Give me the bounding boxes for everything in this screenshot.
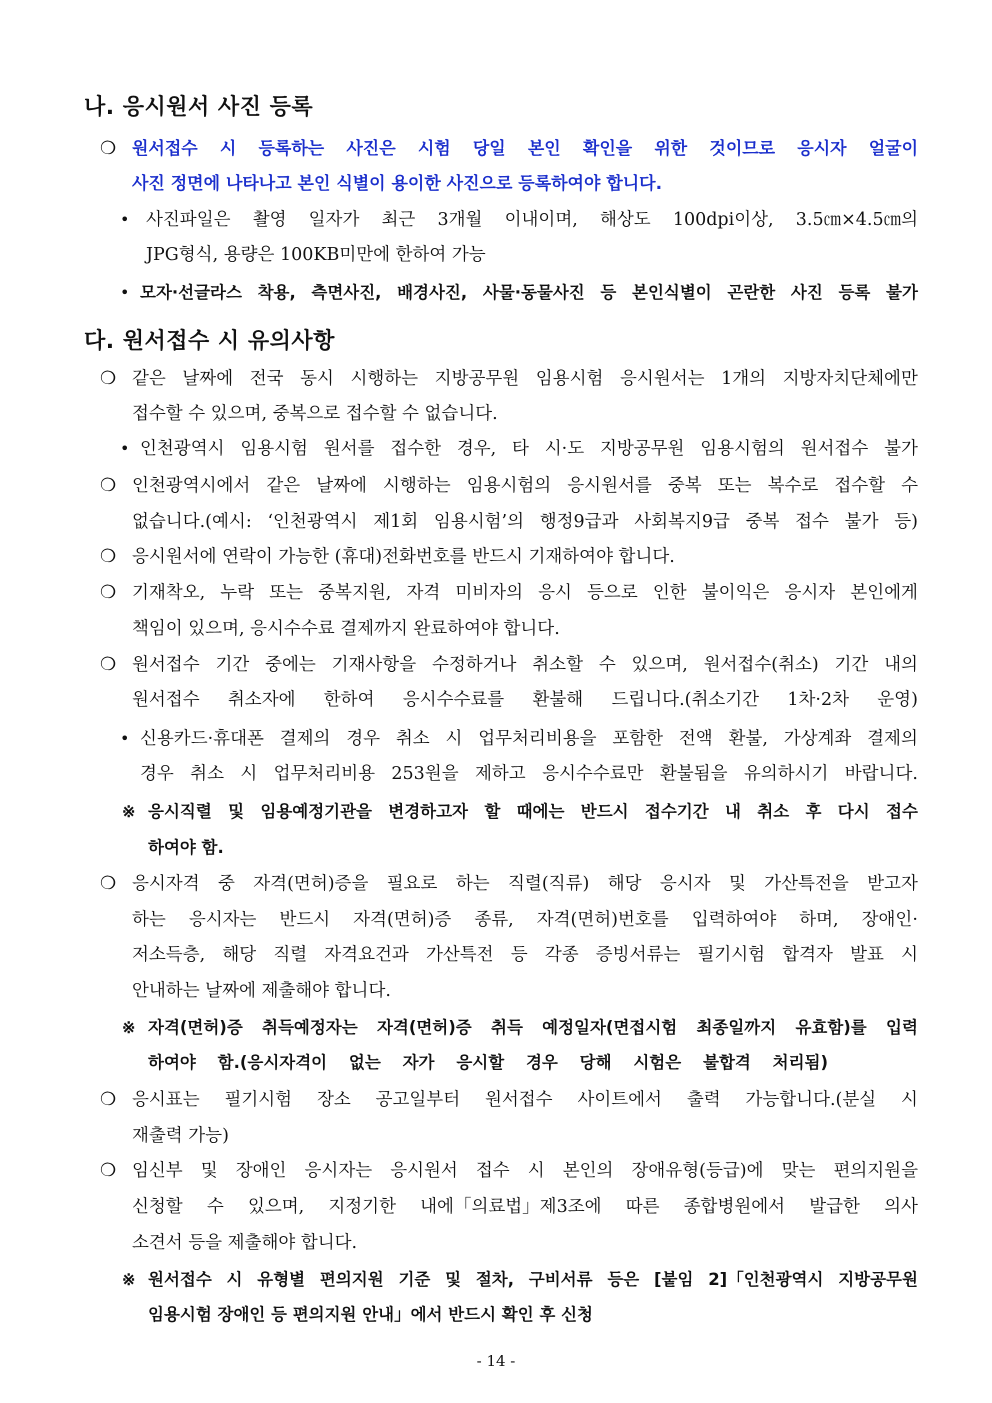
bullet-marker: • — [120, 283, 130, 302]
caution-5-line-1: 원서접수 기간 중에는 기재사항을 수정하거나 취소할 수 있으며, 원서접수(취소) 기간 내의 — [132, 655, 918, 675]
caution-6-line-3: 저소득층, 해당 직렬 자격요건과 가산특전 등 각종 증빙서류는 필기시험 합격자 발표 시 — [132, 945, 918, 965]
bullet-marker: • — [120, 210, 130, 229]
note-3-line-1: 원서접수 시 유형별 편의지원 기준 및 절차, 구비서류 등은 [붙임 2]「인천광역시 지방공무원 — [148, 1270, 918, 1289]
photo-spec-line-2: JPG형식, 용량은 100KB미만에 한하여 가능 — [146, 245, 486, 265]
caution-8-line-2: 신청할 수 있으며, 지정기한 내에「의료법」제3조에 따른 종합병원에서 발급한 의사 — [132, 1197, 918, 1217]
circle-marker: ❍ — [100, 1160, 117, 1181]
caution-6-line-1: 응시자격 중 자격(면허)증을 필요로 하는 직렬(직류) 해당 응시자 및 가산특전을 받고자 — [132, 874, 918, 894]
circle-marker: ❍ — [100, 654, 117, 675]
caution-5-sub-line-1: 신용카드·휴대폰 결제의 경우 취소 시 업무처리비용을 포함한 전액 환불, 가상계좌 결제의 — [140, 729, 918, 749]
caution-5-line-2: 원서접수 취소자에 한하여 응시수수료를 환불해 드립니다.(취소기간 1차·2차 운영) — [132, 690, 918, 710]
circle-marker: ❍ — [100, 873, 117, 894]
caution-6-line-4: 안내하는 날짜에 제출해야 합니다. — [132, 981, 391, 1001]
note-marker: ※ — [122, 1270, 136, 1289]
photo-spec-line-1: 사진파일은 촬영 일자가 최근 3개월 이내이며, 해상도 100dpi이상, 3.5㎝×4.5㎝의 — [146, 210, 918, 230]
note-3-line-2: 임용시험 장애인 등 편의지원 안내」에서 반드시 확인 후 신청 — [148, 1305, 593, 1324]
caution-7-line-1: 응시표는 필기시험 장소 공고일부터 원서접수 사이트에서 출력 가능합니다.(분실 시 — [132, 1090, 918, 1110]
circle-marker: ❍ — [100, 1089, 117, 1110]
circle-marker: ❍ — [100, 582, 117, 603]
note-2-line-2: 하여야 함.(응시자격이 없는 자가 응시할 경우 당해 시험은 불합격 처리됨) — [148, 1053, 828, 1072]
note-marker: ※ — [122, 802, 136, 821]
caution-5-sub-line-2: 경우 취소 시 업무처리비용 253원을 제하고 응시수수료만 환불됨을 유의하시기 바랍니다. — [140, 764, 918, 784]
circle-marker: ❍ — [100, 546, 117, 567]
caution-2-line-1: 인천광역시에서 같은 날짜에 시행하는 임용시험의 응시원서를 중복 또는 복수로 접수할 수 — [132, 476, 918, 496]
caution-3: 응시원서에 연락이 가능한 (휴대)전화번호를 반드시 기재하여야 합니다. — [132, 547, 675, 567]
caution-7-line-2: 재출력 가능) — [132, 1126, 229, 1146]
note-2-line-1: 자격(면허)증 취득예정자는 자격(면허)증 취득 예정일자(면접시험 최종일까지 유효함)를 입력 — [148, 1018, 918, 1037]
section-heading-cautions: 다. 원서접수 시 유의사항 — [84, 329, 335, 354]
caution-6-line-2: 하는 응시자는 반드시 자격(면허)증 종류, 자격(면허)번호를 입력하여야 하며, 장애인· — [132, 910, 918, 930]
circle-marker: ❍ — [100, 368, 117, 389]
caution-8-line-3: 소견서 등을 제출해야 합니다. — [132, 1233, 358, 1253]
caution-1-line-1: 같은 날짜에 전국 동시 시행하는 지방공무원 임용시험 응시원서는 1개의 지방자치단체에만 — [132, 369, 918, 389]
page-number: - 14 - — [476, 1352, 516, 1370]
photo-notice-line-2: 사진 정면에 나타나고 본인 식별이 용이한 사진으로 등록하여야 합니다. — [132, 174, 663, 194]
caution-1-sub: 인천광역시 임용시험 원서를 접수한 경우, 타 시·도 지방공무원 임용시험의 원서접수 불가 — [140, 439, 918, 459]
note-marker: ※ — [122, 1018, 136, 1037]
caution-8-line-1: 임신부 및 장애인 응시자는 응시원서 접수 시 본인의 장애유형(등급)에 맞는 편의지원을 — [132, 1161, 918, 1181]
photo-restriction: 모자·선글라스 착용, 측면사진, 배경사진, 사물·동물사진 등 본인식별이 곤란한 사진 등록 불가 — [140, 283, 918, 302]
bullet-marker: • — [120, 439, 130, 458]
caution-2-line-2: 없습니다.(예시: ‘인천광역시 제1회 임용시험’의 행정9급과 사회복지9급 중복 접수 불가 등) — [132, 512, 918, 532]
caution-1-line-2: 접수할 수 있으며, 중복으로 접수할 수 없습니다. — [132, 404, 498, 424]
circle-marker: ❍ — [100, 475, 117, 496]
caution-4-line-1: 기재착오, 누락 또는 중복지원, 자격 미비자의 응시 등으로 인한 불이익은 응시자 본인에게 — [132, 583, 918, 603]
note-1-line-1: 응시직렬 및 임용예정기관을 변경하고자 할 때에는 반드시 접수기간 내 취소 후 다시 접수 — [148, 802, 918, 821]
caution-4-line-2: 책임이 있으며, 응시수수료 결제까지 완료하여야 합니다. — [132, 619, 560, 639]
bullet-marker: • — [120, 729, 130, 748]
photo-notice-line-1: 원서접수 시 등록하는 사진은 시험 당일 본인 확인을 위한 것이므로 응시자 얼굴이 — [132, 139, 918, 159]
circle-marker: ❍ — [100, 138, 117, 159]
section-heading-photo: 나. 응시원서 사진 등록 — [84, 95, 314, 120]
note-1-line-2: 하여야 함. — [148, 838, 224, 857]
